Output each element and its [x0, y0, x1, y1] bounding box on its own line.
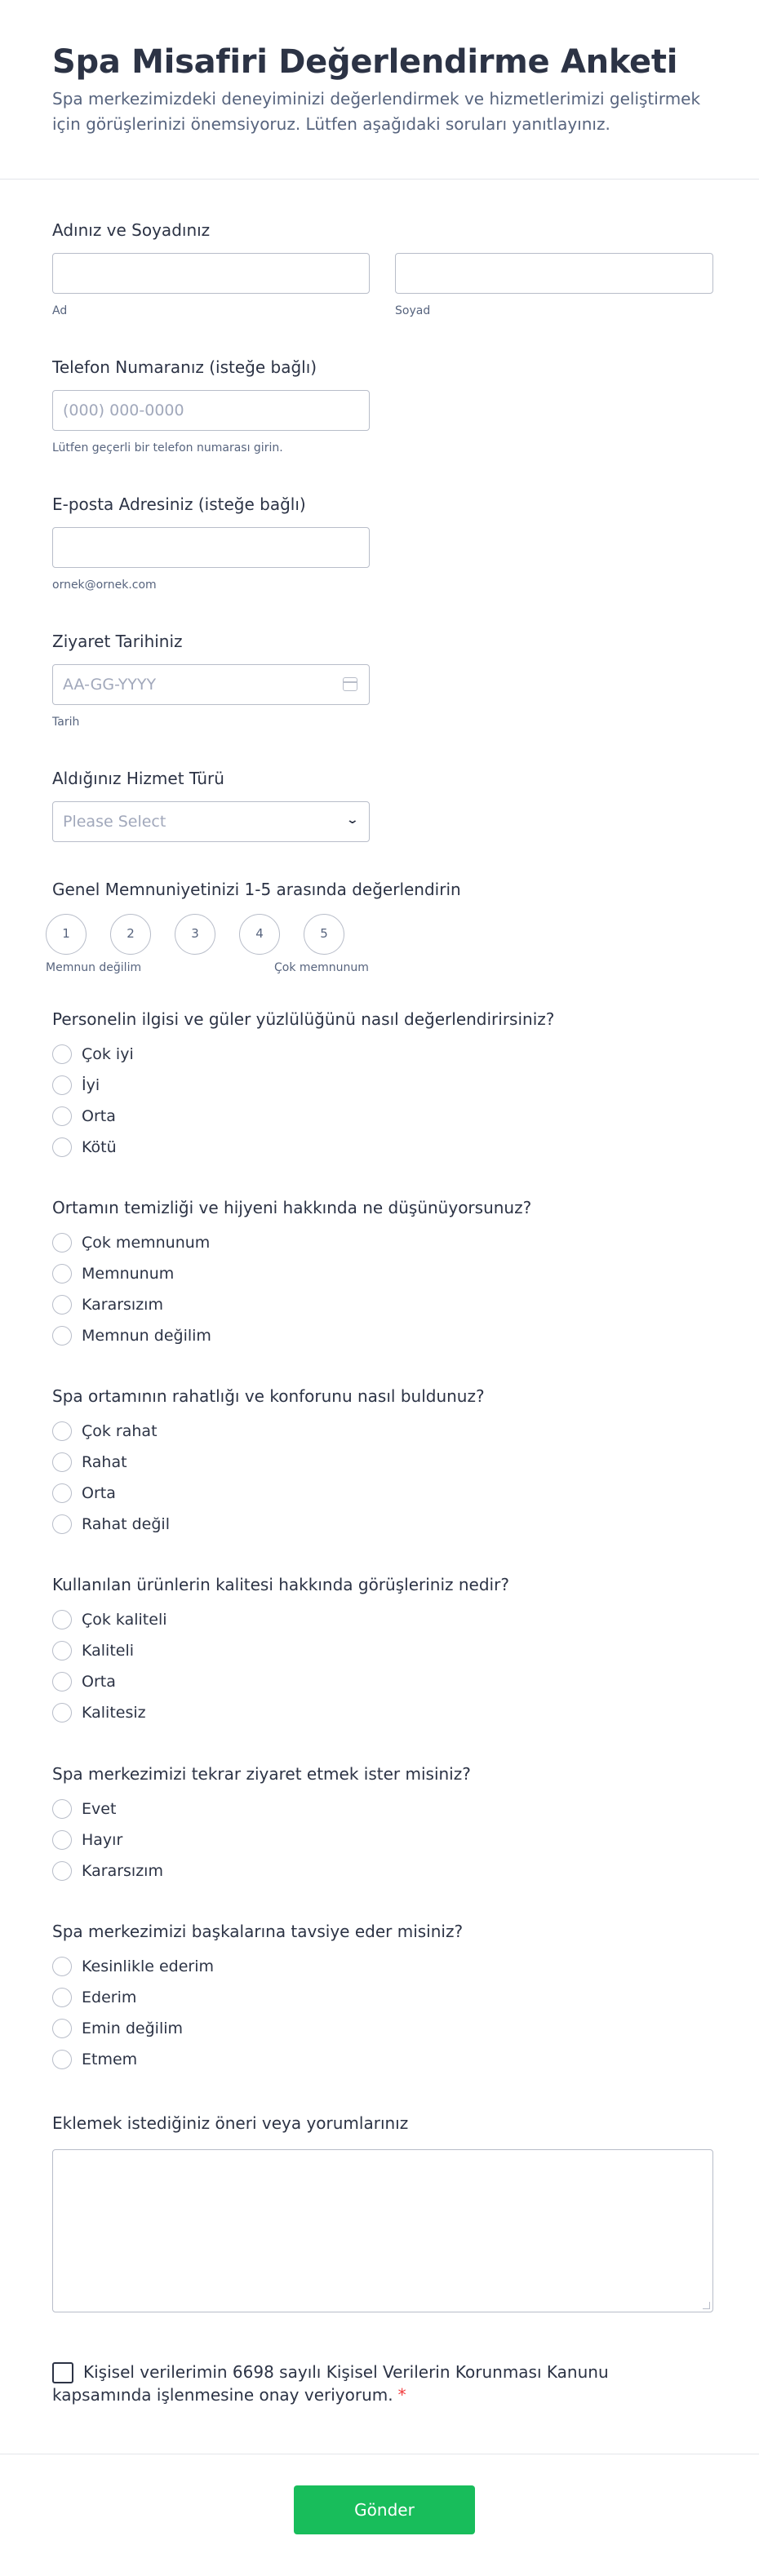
page-subtitle: Spa merkezimizdeki deneyiminizi değerlendirmek ve hizmetlerimizi geliştirmek için görüşlerinizi önemsiyoruz. Lütfen aşağıdaki soruları yanıtlayınız. — [52, 89, 701, 134]
radio-label: Çok kaliteli — [82, 1611, 167, 1629]
radio-label: Çok iyi — [82, 1045, 134, 1063]
comments-label: Eklemek istediğiniz öneri veya yorumlarınız — [52, 2113, 409, 2133]
service-select[interactable] — [52, 801, 370, 842]
phone-label: Telefon Numaranız (isteğe bağlı) — [52, 357, 317, 377]
question-label: Spa merkezimizi başkalarına tavsiye eder misiniz? — [52, 1922, 464, 1941]
radio-button[interactable] — [52, 1957, 72, 1976]
radio-button[interactable] — [52, 1106, 72, 1126]
service-label: Aldığınız Hizmet Türü — [52, 769, 224, 788]
radio-label: Orta — [82, 1673, 116, 1691]
form-footer — [0, 2454, 759, 2576]
submit-button[interactable]: Gönder — [294, 2485, 475, 2534]
name-label: Adınız ve Soyadınız — [52, 220, 211, 240]
radio-label: Çok memnunum — [82, 1234, 211, 1252]
question-revisit — [52, 1764, 713, 1887]
radio-label: Kesinlikle ederim — [82, 1957, 215, 1975]
radio-button[interactable] — [52, 1264, 72, 1284]
rating-label: Genel Memnuniyetinizi 1-5 arasında değerlendirin — [52, 880, 461, 899]
question-label: Spa merkezimizi tekrar ziyaret etmek ister misiniz? — [52, 1764, 471, 1784]
service-selected-value: Please Select — [63, 813, 166, 831]
date-input[interactable] — [52, 664, 370, 705]
radio-label: Orta — [82, 1107, 116, 1125]
radio-button[interactable] — [52, 1988, 72, 2007]
rating-option-4[interactable]: 4 — [239, 914, 280, 955]
email-sublabel: ornek@ornek.com — [52, 579, 157, 592]
question-label: Ortamın temizliği ve hijyeni hakkında ne düşünüyorsunuz? — [52, 1198, 532, 1217]
radio-button[interactable] — [52, 2019, 72, 2038]
radio-label: Memnun değilim — [82, 1327, 211, 1345]
rating-option-2[interactable]: 2 — [110, 914, 151, 955]
consent-section — [52, 2361, 713, 2418]
question-label: Personelin ilgisi ve güler yüzlülüğünü nasıl değerlendirirsiniz? — [52, 1009, 555, 1029]
last-name-input[interactable] — [395, 253, 713, 294]
radio-button[interactable] — [52, 2050, 72, 2069]
service-section — [52, 769, 713, 850]
radio-label: Kalitesiz — [82, 1704, 146, 1722]
radio-label: İyi — [82, 1076, 100, 1094]
radio-button[interactable] — [52, 1703, 72, 1723]
radio-button[interactable] — [52, 1452, 72, 1472]
date-sublabel: Tarih — [52, 716, 80, 729]
question-cleanliness — [52, 1198, 713, 1353]
radio-label: Kararsızım — [82, 1862, 163, 1880]
question-products — [52, 1575, 713, 1730]
radio-button[interactable] — [52, 1326, 72, 1346]
rating-option-5[interactable]: 5 — [304, 914, 344, 955]
radio-button[interactable] — [52, 1044, 72, 1064]
comments-textarea[interactable] — [52, 2149, 713, 2312]
question-comfort — [52, 1386, 713, 1541]
radio-button[interactable] — [52, 1830, 72, 1850]
radio-label: Rahat değil — [82, 1515, 170, 1533]
radio-button[interactable] — [52, 1233, 72, 1253]
question-recommend — [52, 1922, 713, 2077]
phone-placeholder: (000) 000-0000 — [63, 401, 184, 419]
date-placeholder: AA-GG-YYYY — [63, 676, 157, 694]
date-section — [52, 632, 713, 738]
radio-label: Ederim — [82, 1989, 137, 2006]
first-name-input[interactable] — [52, 253, 370, 294]
question-label: Spa ortamının rahatlığı ve konforunu nasıl buldunuz? — [52, 1386, 485, 1406]
rating-high-caption: Çok memnunum — [274, 961, 369, 974]
radio-button[interactable] — [52, 1861, 72, 1881]
radio-label: Orta — [82, 1484, 116, 1502]
rating-low-caption: Memnun değilim — [46, 961, 142, 974]
calendar-icon[interactable] — [343, 677, 357, 691]
consent-text: Kişisel verilerimin 6698 sayılı Kişisel Verilerin Korunması Kanunu kapsamında işlenmesine onay veriyorum. — [52, 2362, 609, 2405]
radio-button[interactable] — [52, 1075, 72, 1095]
phone-input[interactable] — [52, 390, 370, 431]
chevron-down-icon: ⌄ — [345, 814, 360, 827]
radio-label: Memnunum — [82, 1265, 175, 1283]
radio-button[interactable] — [52, 1672, 72, 1691]
radio-button[interactable] — [52, 1641, 72, 1660]
email-label: E-posta Adresiniz (isteğe bağlı) — [52, 494, 306, 514]
name-section — [52, 220, 713, 326]
radio-label: Çok rahat — [82, 1422, 158, 1440]
last-name-sublabel: Soyad — [395, 304, 431, 317]
comments-section — [52, 2113, 713, 2317]
radio-label: Kötü — [82, 1138, 117, 1156]
radio-label: Hayır — [82, 1831, 123, 1849]
radio-button[interactable] — [52, 1514, 72, 1534]
radio-label: Evet — [82, 1800, 117, 1818]
radio-button[interactable] — [52, 1483, 72, 1503]
radio-label: Emin değilim — [82, 2020, 184, 2037]
phone-sublabel: Lütfen geçerli bir telefon numarası girin. — [52, 441, 283, 454]
email-section — [52, 494, 713, 601]
radio-label: Kaliteli — [82, 1642, 135, 1660]
date-label: Ziyaret Tarihiniz — [52, 632, 183, 651]
radio-button[interactable] — [52, 1421, 72, 1441]
resize-handle-icon[interactable] — [703, 2302, 710, 2309]
radio-label: Etmem — [82, 2051, 138, 2068]
rating-option-1[interactable]: 1 — [46, 914, 87, 955]
radio-button[interactable] — [52, 1799, 72, 1819]
radio-button[interactable] — [52, 1137, 72, 1157]
radio-label: Rahat — [82, 1453, 127, 1471]
page-title: Spa Misafiri Değerlendirme Anketi — [52, 43, 678, 81]
form-header — [0, 0, 759, 180]
rating-option-3[interactable]: 3 — [175, 914, 215, 955]
question-staff — [52, 1009, 713, 1164]
consent-label — [52, 2361, 624, 2407]
question-label: Kullanılan ürünlerin kalitesi hakkında görüşleriniz nedir? — [52, 1575, 509, 1594]
radio-label: Kararsızım — [82, 1296, 163, 1314]
required-mark: * — [397, 2385, 406, 2405]
email-input[interactable] — [52, 527, 370, 568]
rating-section — [46, 880, 713, 978]
first-name-sublabel: Ad — [52, 304, 68, 317]
radio-button[interactable] — [52, 1295, 72, 1315]
radio-button[interactable] — [52, 1610, 72, 1629]
phone-section — [52, 357, 713, 463]
